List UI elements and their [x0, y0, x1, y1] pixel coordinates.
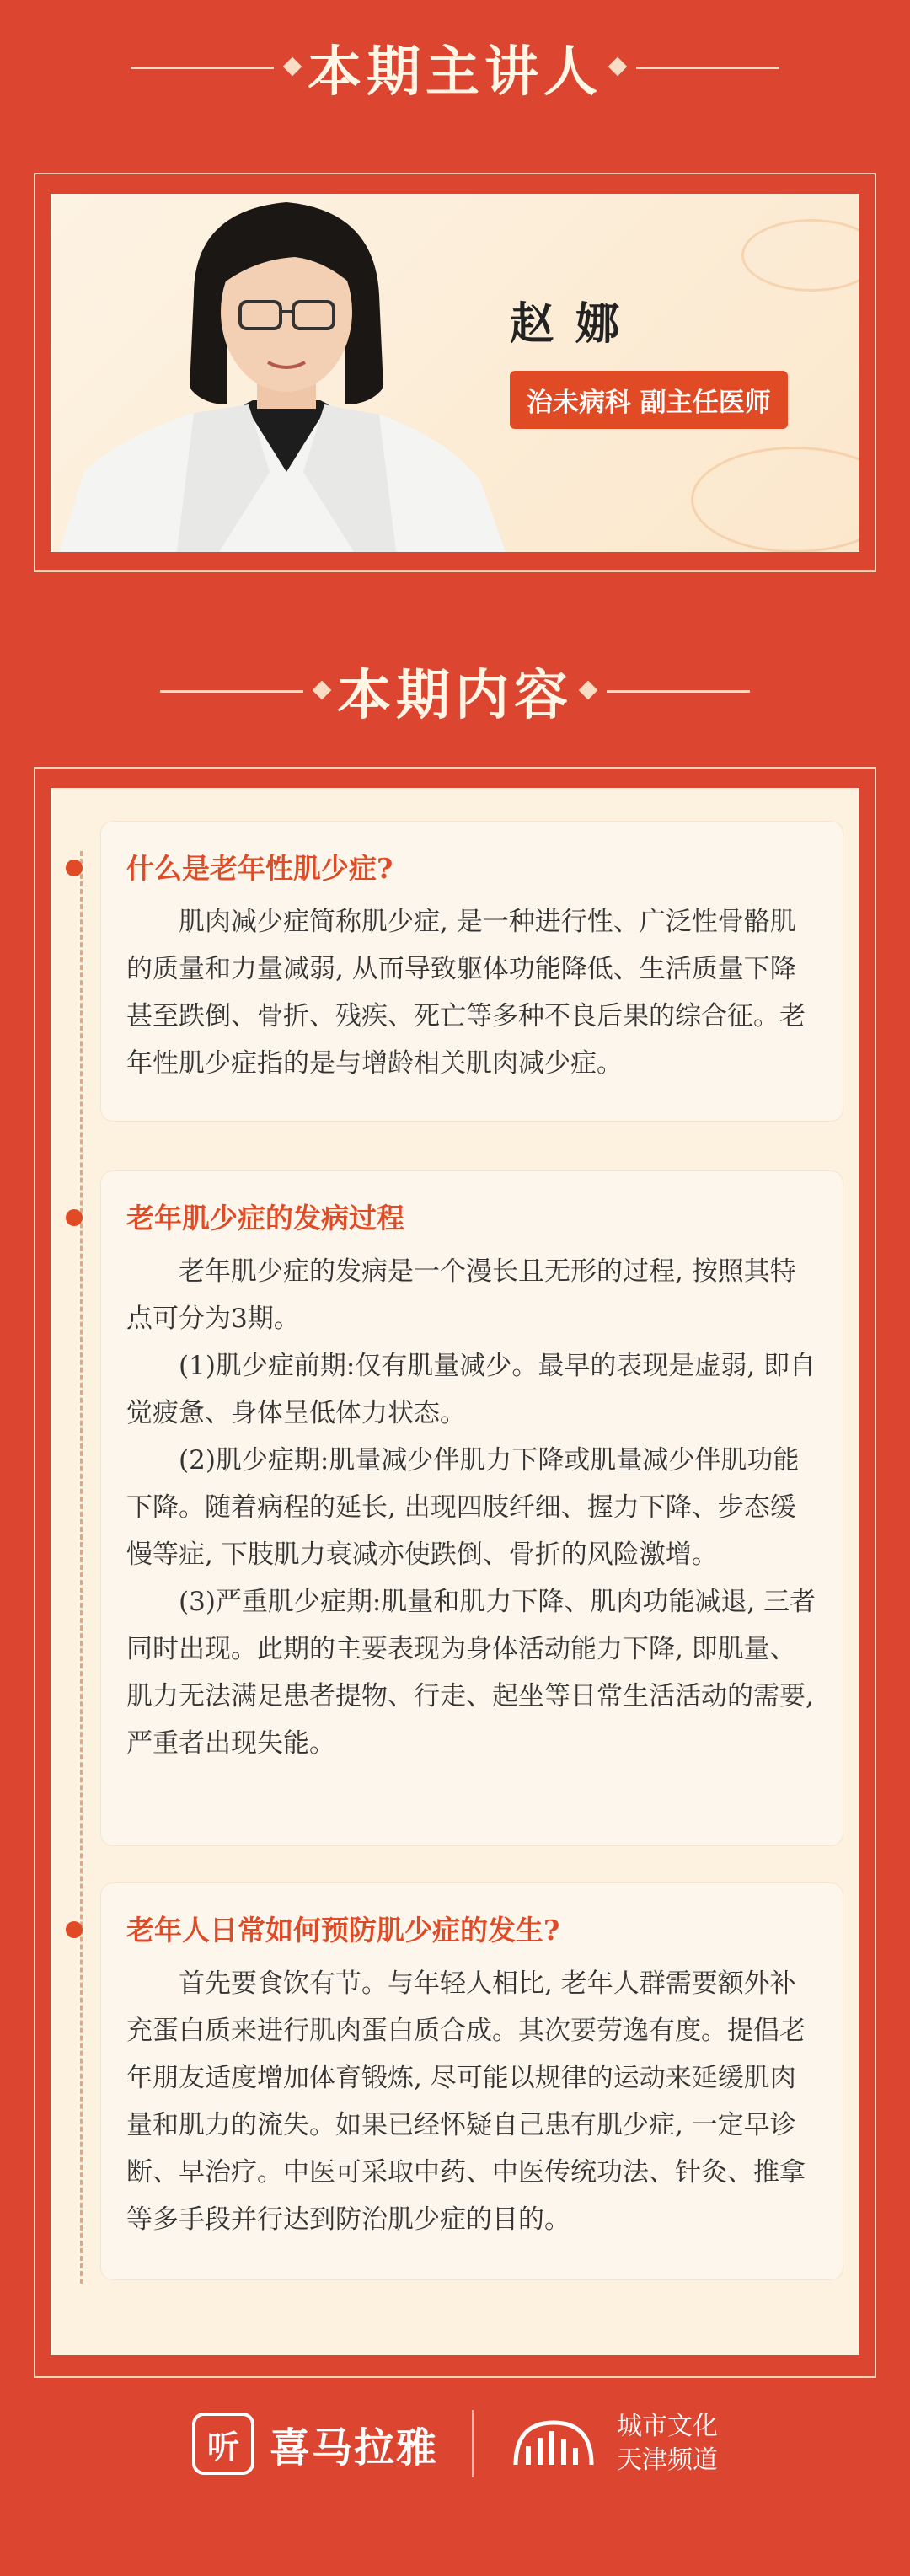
section-title: 老年人日常如何预防肌少症的发生?: [126, 1914, 560, 1947]
footer: [0, 2397, 910, 2490]
section-title: 老年肌少症的发病过程: [126, 1202, 404, 1234]
timeline-line: [80, 851, 83, 2284]
ximalaya-icon: 听: [192, 2413, 254, 2475]
header-decor-line: [131, 67, 274, 69]
section-paragraph: (2)肌少症期:肌量减少伴肌力下降或肌量减少伴肌功能下降。随着病程的延长, 出现四肢纤细、握力下降、步态缓慢等症, 下肢肌力衰减亦使跌倒、骨折的风险激增。: [126, 1445, 800, 1570]
section-paragraph: (1)肌少症前期:仅有肌量减少。最早的表现是虚弱, 即自觉疲惫、身体呈低体力状态。: [126, 1351, 816, 1428]
timeline-dot: [66, 1209, 83, 1226]
header-decor-line: [607, 690, 750, 693]
section-card: [101, 1171, 843, 1845]
city-culture-logo: [507, 2410, 718, 2477]
speaker-name: 赵 娜: [510, 298, 624, 350]
city-culture-line1: 城市文化: [617, 2412, 718, 2441]
content-header: [0, 657, 910, 725]
section-card: [101, 1883, 843, 2279]
speaker-portrait: [51, 194, 522, 552]
section-card: [101, 822, 843, 1121]
ximalaya-logo: [192, 2413, 438, 2475]
header-decor-line: [160, 690, 303, 693]
content-heading: 本期内容: [337, 664, 573, 727]
waveform-icon: [507, 2414, 600, 2473]
ximalaya-text: 喜马拉雅: [269, 2423, 438, 2472]
speaker-header: [0, 34, 910, 104]
footer-divider: [472, 2410, 474, 2477]
cloud-decoration: [691, 447, 859, 552]
section-title: 什么是老年性肌少症?: [126, 852, 393, 885]
speaker-heading: 本期主讲人: [308, 40, 602, 104]
city-culture-line2: 天津频道: [617, 2445, 718, 2475]
header-decor-line: [636, 67, 779, 69]
section-paragraph: 肌肉减少症简称肌少症, 是一种进行性、广泛性骨骼肌的质量和力量减弱, 从而导致躯体功能降低、生活质量下降甚至跌倒、骨折、残疾、死亡等多种不良后果的综合征。老年性肌少症指的是与增龄相关肌肉减少症。: [126, 907, 806, 1079]
timeline-dot: [66, 860, 83, 876]
section-paragraph: 老年肌少症的发病是一个漫长且无形的过程, 按照其特点可分为3期。: [126, 1256, 796, 1334]
section-paragraph: 首先要食饮有节。与年轻人相比, 老年人群需要额外补充蛋白质来进行肌肉蛋白质合成。其次要劳逸有度。提倡老年朋友适度增加体育锻炼, 尽可能以规律的运动来延缓肌肉量和肌力的流失。如果已经怀疑自己患有肌少症, 一定早诊断、早治疗。中医可采取中药、中医传统功法、针灸、推拿等多手段并行达到防治肌少症的目的。: [126, 1968, 806, 2235]
section-paragraph: (3)严重肌少症期:肌量和肌力下降、肌肉功能减退, 三者同时出现。此期的主要表现为身体活动能力下降, 即肌量、肌力无法满足患者提物、行走、起坐等日常生活活动的需要, 严重者出现失能。: [126, 1587, 816, 1759]
timeline-dot: [66, 1921, 83, 1938]
cloud-decoration: [741, 219, 859, 292]
speaker-card: [51, 194, 859, 552]
speaker-title-badge: 治未病科 副主任医师: [510, 371, 788, 429]
